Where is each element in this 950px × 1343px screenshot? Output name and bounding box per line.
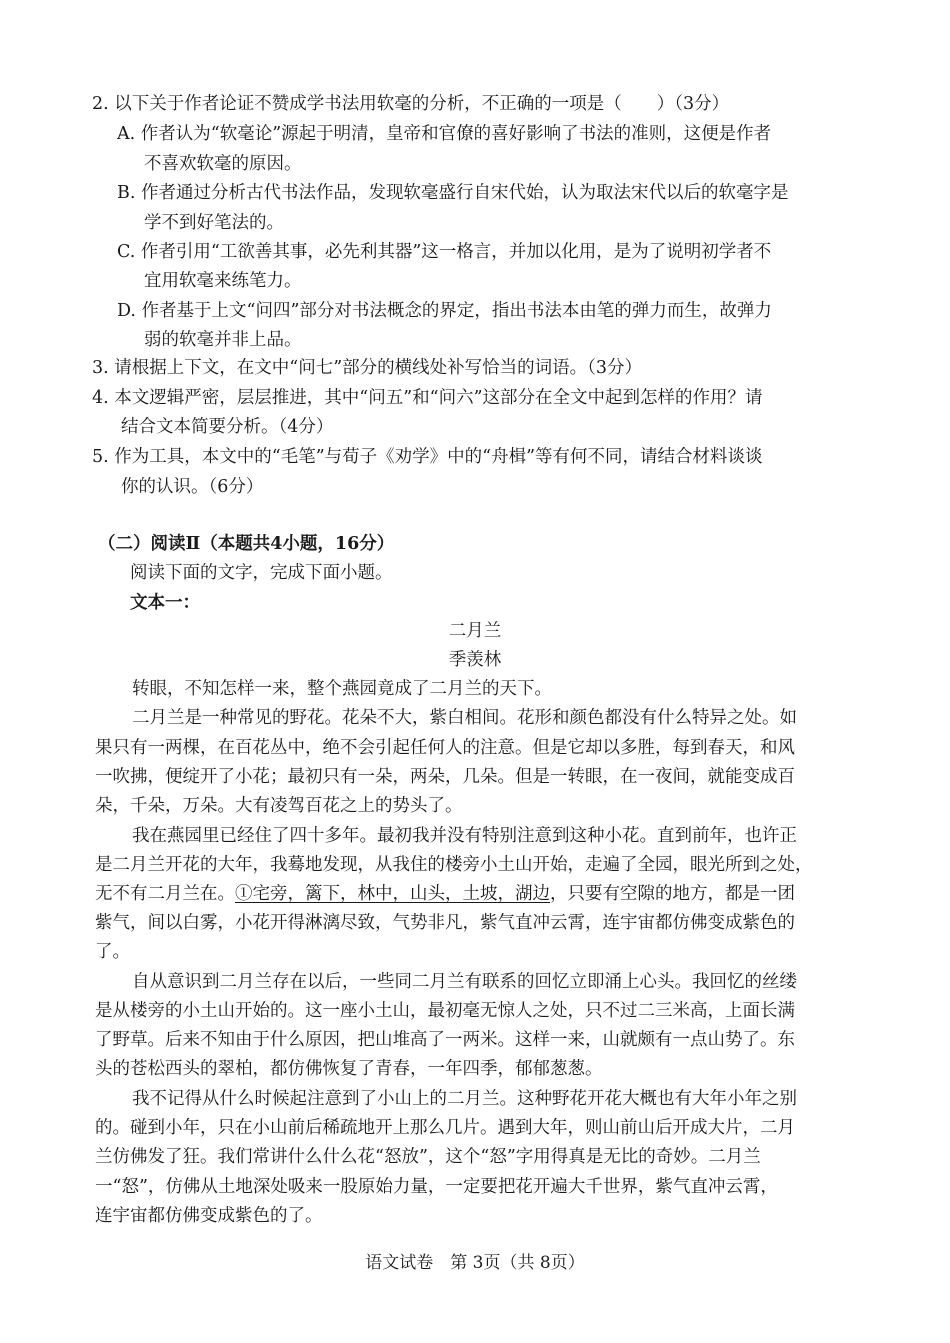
section-instruction: 阅读下面的文字，完成下面小题。 xyxy=(130,563,393,583)
paragraph-4-line4: 头的苍松西头的翠柏，都仿佛恢复了青春，一年四季，郁郁葱葱。 xyxy=(95,1059,603,1079)
article-title: 二月兰 xyxy=(448,621,502,641)
q2-option-a-line1: A. 作者认为“软毫论”源起于明清，皇帝和官僚的喜好影响了书法的准则，这便是作者 xyxy=(117,124,772,144)
question-5-line2: 你的认识。（6分） xyxy=(121,477,264,497)
article-author: 季羡林 xyxy=(448,650,502,670)
q2-option-d-line1: D. 作者基于上文“问四”部分对书法概念的界定，指出书法本由笔的弹力而生，故弹力 xyxy=(117,301,772,321)
q2-option-d-line2: 弱的软毫并非上品。 xyxy=(144,330,302,350)
paragraph-5-line2: 的。碰到小年，只在小山前后稀疏地开上那么几片。遇到大年，则山前山后开成大片，二月 xyxy=(95,1118,795,1138)
paragraph-5-line3: 兰仿佛发了狂。我们常讲什么什么花“怒放”，这个“怒”字用得真是无比的奇妙。二月兰 xyxy=(95,1147,761,1167)
paragraph-3-line1: 我在燕园里已经住了四十多年。最初我并没有特别注意到这种小花。直到前年，也许正 xyxy=(132,826,797,846)
paragraph-1: 转眼，不知怎样一来，整个燕园竟成了二月兰的天下。 xyxy=(132,679,552,699)
paragraph-5-line4: 一“怒”，仿佛从土地深处吸来一股原始力量，一定要把花开遍大千世界，紫气直冲云霄， xyxy=(95,1177,778,1197)
paragraph-4-line3: 了野草。后来不知由于什么原因，把山堆高了一两米。这样一来，山就颇有一点山势了。东 xyxy=(95,1030,795,1050)
paragraph-3-line4: 紫气，间以白雾，小花开得淋漓尽致，气势非凡，紫气直冲云霄，连宇宙都仿佛变成紫色的 xyxy=(95,913,795,933)
question-4-line2: 结合文本简要分析。（4分） xyxy=(121,417,334,437)
paragraph-3-line5: 了。 xyxy=(95,942,130,962)
paragraph-2-line3: 一吹拂，便绽开了小花；最初只有一朵，两朵，几朵。但是一转眼，在一夜间，就能变成百 xyxy=(95,767,795,787)
paragraph-3-line3 xyxy=(95,886,795,904)
paragraph-3-line3-lead: 无不有二月兰在。 xyxy=(95,884,235,904)
section-heading: （二）阅读Ⅱ（本题共4小题，16分） xyxy=(98,534,395,554)
q2-option-b-line1: B. 作者通过分析古代书法作品，发现软毫盛行自宋代始，认为取法宋代以后的软毫字是 xyxy=(117,183,789,203)
question-4-line1: 4. 本文逻辑严密，层层推进，其中“问五”和“问六”这部分在全文中起到怎样的作用？请 xyxy=(92,388,763,408)
q2-option-b-line2: 学不到好笔法的。 xyxy=(144,213,284,233)
question-5-line1: 5. 作为工具，本文中的“毛笔”与荀子《劝学》中的“舟楫”等有何不同，请结合材料谈谈 xyxy=(92,447,763,467)
text-label: 文本一： xyxy=(130,593,200,613)
paragraph-5-line5: 连宇宙都仿佛变成紫色的了。 xyxy=(95,1206,323,1226)
paragraph-4-line1: 自从意识到二月兰存在以后，一些同二月兰有联系的回忆立即涌上心头。我回忆的丝缕 xyxy=(132,972,797,992)
paragraph-5-line1: 我不记得从什么时候起注意到了小山上的二月兰。这种野花开花大概也有大年小年之别 xyxy=(132,1089,797,1109)
paragraph-4-line2: 是从楼旁的小土山开始的。这一座小土山，最初毫无惊人之处，只不过二三米高，上面长满 xyxy=(95,1001,795,1021)
question-3: 3. 请根据上下文，在文中“问七”部分的横线处补写恰当的词语。（3分） xyxy=(92,358,643,378)
paragraph-2-line1: 二月兰是一种常见的野花。花朵不大，紫白相间。花形和颜色都没有什么特异之处。如 xyxy=(132,708,797,728)
page-footer: 语文试卷 第 3页（共 8页） xyxy=(365,1253,585,1273)
question-2-stem: 2. 以下关于作者论证不赞成学书法用软毫的分析，不正确的一项是（ ）（3分） xyxy=(92,94,730,114)
paragraph-3-line3-tail: ，只要有空隙的地方，都是一团 xyxy=(550,884,795,904)
underlined-phrase-1: ①宅旁，篱下，林中，山头，土坡，湖边 xyxy=(235,884,550,904)
q2-option-c-line1: C. 作者引用“工欲善其事，必先利其器”这一格言，并加以化用，是为了说明初学者不 xyxy=(117,242,772,262)
paragraph-3-line2: 是二月兰开花的大年，我蓦地发现，从我住的楼旁小土山开始，走遍了全园，眼光所到之处， xyxy=(95,855,813,875)
q2-option-a-line2: 不喜欢软毫的原因。 xyxy=(144,154,302,174)
paragraph-2-line2: 果只有一两棵，在百花丛中，绝不会引起任何人的注意。但是它却以多胜，每到春天，和风 xyxy=(95,738,795,758)
paragraph-2-line4: 朵，千朵，万朵。大有凌驾百花之上的势头了。 xyxy=(95,796,463,816)
q2-option-c-line2: 宜用软毫来练笔力。 xyxy=(144,271,302,291)
